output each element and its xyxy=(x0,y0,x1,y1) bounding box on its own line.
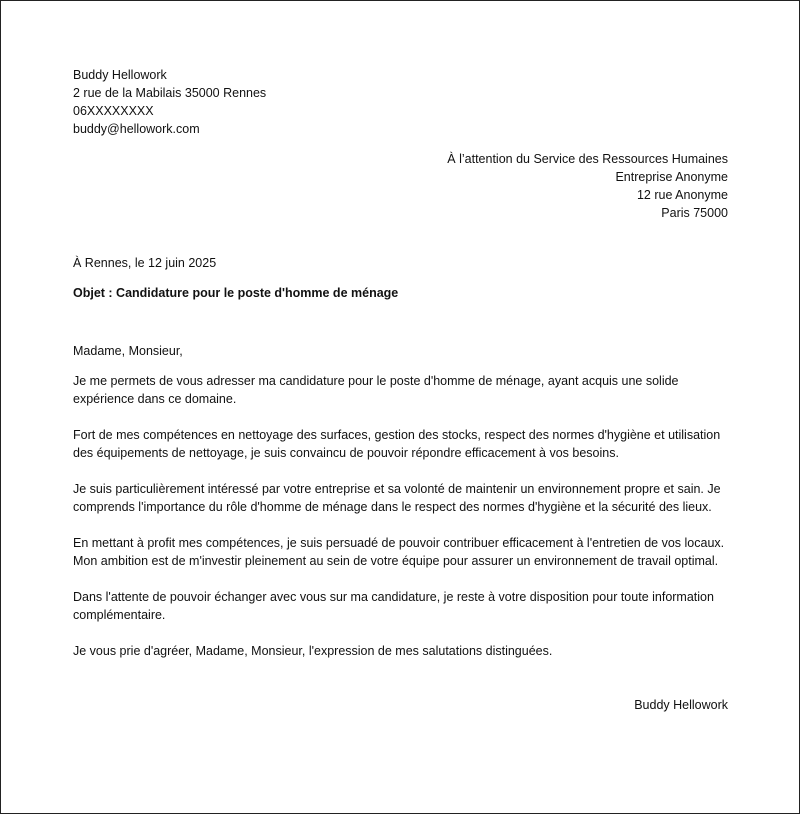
paragraph-1: Je me permets de vous adresser ma candidature pour le poste d'homme de ménage, ayant acquis une solide expérience dans ce domaine. xyxy=(73,374,679,406)
cover-letter xyxy=(73,66,728,714)
greeting: Madame, Monsieur, xyxy=(73,344,183,358)
recipient-street: 12 rue Anonyme xyxy=(636,188,728,202)
date-line: À Rennes, le 12 juin 2025 xyxy=(73,256,217,270)
recipient-block xyxy=(73,150,728,222)
paragraph-6: Je vous prie d'agréer, Madame, Monsieur, l'expression de mes salutations distinguées. xyxy=(73,644,553,658)
sender-email: buddy@hellowork.com xyxy=(73,122,200,136)
sender-block xyxy=(73,66,728,138)
paragraph-2: Fort de mes compétences en nettoyage des surfaces, gestion des stocks, respect des normes d'hygiène et utilisation des équipements de nettoyage, je suis convaincu de pouvoir répondre efficacement à vos besoins. xyxy=(73,428,721,460)
sender-phone: 06XXXXXXXX xyxy=(73,104,154,118)
recipient-attention: À l’attention du Service des Ressources Humaines xyxy=(447,152,728,166)
subject-line: Objet : Candidature pour le poste d'homme de ménage xyxy=(73,286,399,300)
signature: Buddy Hellowork xyxy=(634,698,728,712)
paragraph-5: Dans l'attente de pouvoir échanger avec vous sur ma candidature, je reste à votre disposition pour toute information complémentaire. xyxy=(73,590,714,622)
paragraph-3: Je suis particulièrement intéressé par votre entreprise et sa volonté de maintenir un environnement propre et sain. Je comprends l'importance du rôle d'homme de ménage dans le respect des normes d'hygiène et la sécurité des lieux. xyxy=(73,482,721,514)
sender-address: 2 rue de la Mabilais 35000 Rennes xyxy=(73,86,267,100)
sender-name: Buddy Hellowork xyxy=(73,68,167,82)
recipient-company: Entreprise Anonyme xyxy=(615,170,728,184)
paragraph-4: En mettant à profit mes compétences, je suis persuadé de pouvoir contribuer efficacement à l'entretien de vos locaux. Mon ambition est de m'investir pleinement au sein de votre équipe pour assurer un environnement de travail optimal. xyxy=(73,536,725,568)
recipient-city: Paris 75000 xyxy=(661,206,728,220)
